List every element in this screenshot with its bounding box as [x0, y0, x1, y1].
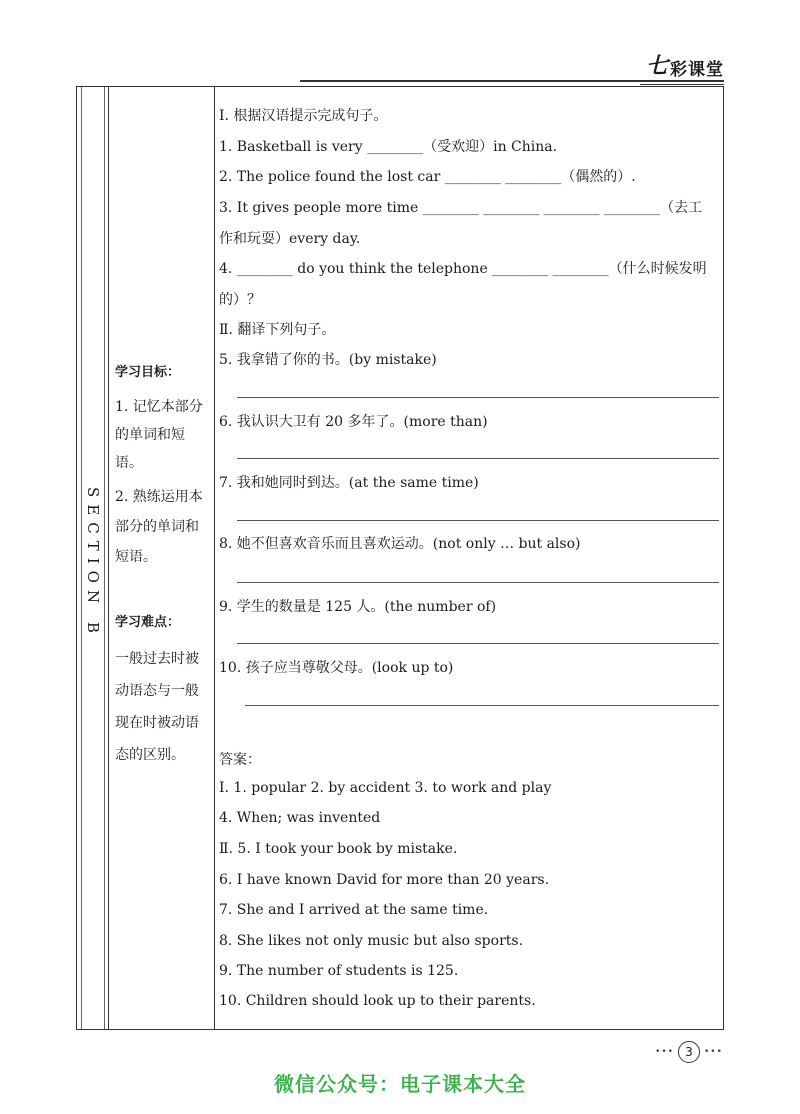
goal-2-line-1: 2. 熟练运用本 — [115, 489, 203, 505]
question-5: 5. 我拿错了你的书。(by mistake) — [219, 352, 437, 368]
difficulty-line-2: 动语态与一般 — [115, 683, 199, 699]
question-4-line-2: 的）？ — [219, 292, 261, 308]
question-1: 1. Basketball is very ________（受欢迎）in China. — [219, 139, 558, 155]
question-7: 7. 我和她同时到达。(at the same time) — [219, 475, 479, 491]
answer-line-row: Ⅱ. 5. I took your book by mistake. — [219, 841, 458, 857]
difficulty-line-3: 现在时被动语 — [115, 715, 199, 731]
question-10: 10. 孩子应当尊敬父母。(look up to) — [219, 660, 454, 676]
difficulty-heading: 学习难点： — [115, 615, 181, 630]
question-2: 2. The police found the lost car ________ ________（偶然的）. — [219, 169, 636, 185]
answer-line-row: 10. Children should look up to their parents. — [219, 993, 536, 1009]
header-rule — [300, 80, 724, 82]
part1-heading: Ⅰ. 根据汉语提示完成句子。 — [219, 108, 388, 124]
question-4-line-1: 4. ________ do you think the telephone ________ ________（什么时候发明 — [219, 261, 707, 277]
answer-line-10 — [245, 705, 719, 706]
brand-char: 七 — [645, 54, 669, 79]
question-3-line-1: 3. It gives people more time ________ ________ ________ ________（去工 — [219, 200, 703, 216]
difficulty-line-1: 一般过去时被 — [115, 651, 199, 667]
page-number-badge — [654, 1040, 724, 1064]
answer-line-8 — [237, 582, 719, 583]
brand-text: 彩课堂 — [670, 60, 724, 80]
brand-logo — [638, 50, 724, 80]
part2-heading: Ⅱ. 翻译下列句子。 — [219, 322, 336, 338]
answer-line-9 — [237, 643, 719, 644]
goal-1-line-2: 的单词和短语。 — [115, 427, 185, 471]
answer-line-row: 7. She and I arrived at the same time. — [219, 902, 489, 918]
answer-line-row: 8. She likes not only music but also sports. — [219, 933, 524, 949]
goal-2-line-3: 短语。 — [115, 549, 157, 565]
objectives-column — [109, 87, 215, 1029]
answer-line-row: Ⅰ. 1. popular 2. by accident 3. to work and play — [219, 780, 552, 796]
question-6: 6. 我认识大卫有 20 多年了。(more than) — [219, 414, 488, 430]
exercise-column — [215, 87, 723, 1029]
answer-line-6 — [237, 458, 719, 459]
dots-decoration: ••• — [655, 1047, 674, 1057]
answer-line-row: 6. I have known David for more than 20 years. — [219, 872, 550, 888]
question-3-line-2: 作和玩耍）every day. — [219, 231, 361, 247]
difficulty-line-4: 态的区别。 — [115, 747, 185, 763]
answer-line-7 — [237, 520, 719, 521]
answer-line-row: 4. When; was invented — [219, 810, 381, 826]
section-label: SECTION B — [84, 487, 102, 640]
goal-1-line-1: 1. 记忆本部分 — [115, 399, 203, 415]
header-rule-short — [640, 84, 724, 85]
goal-2-line-2: 部分的单词和 — [115, 519, 199, 535]
answers-heading: 答案： — [219, 752, 261, 768]
question-9: 9. 学生的数量是 125 人。(the number of) — [219, 599, 497, 615]
question-8: 8. 她不但喜欢音乐而且喜欢运动。(not only … but also) — [219, 536, 581, 552]
footer-watermark: 微信公众号：电子课本大全 — [274, 1072, 526, 1096]
answer-line-row: 9. The number of students is 125. — [219, 963, 459, 979]
goal-heading: 学习目标： — [115, 365, 181, 380]
section-column — [77, 87, 109, 1029]
page-number: 3 — [678, 1041, 700, 1063]
answer-line-5 — [237, 397, 719, 398]
worksheet-table — [76, 86, 724, 1030]
dots-decoration: ••• — [704, 1047, 723, 1057]
